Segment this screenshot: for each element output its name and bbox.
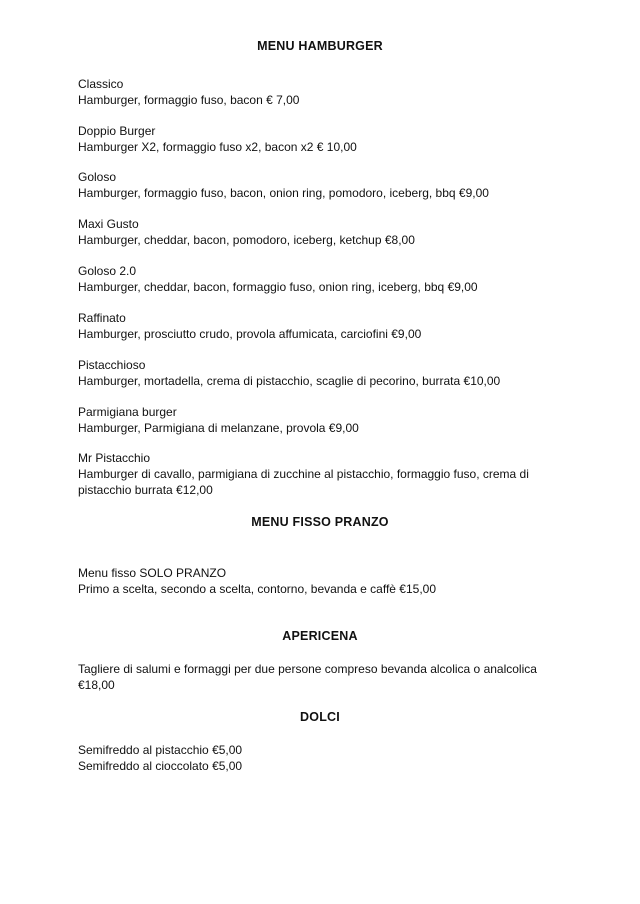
- menu-item-mr-pistacchio: [78, 450, 548, 498]
- item-name: Doppio Burger: [78, 124, 156, 138]
- item-description: Hamburger X2, formaggio fuso x2, bacon x2 € 10,00: [78, 140, 357, 154]
- list-item: Semifreddo al pistacchio €5,00: [78, 743, 243, 757]
- menu-item-goloso-2: [78, 263, 548, 295]
- menu-item-apericena: [78, 661, 548, 693]
- list-item: Semifreddo al cioccolato €5,00: [78, 759, 243, 773]
- menu-item-raffinato: [78, 310, 548, 342]
- item-description: Hamburger, cheddar, bacon, pomodoro, iceberg, ketchup €8,00: [78, 233, 415, 247]
- item-description: Hamburger, mortadella, crema di pistacchio, scaglie di pecorino, burrata €10,00: [78, 374, 501, 388]
- menu-item-parmigiana-burger: [78, 404, 548, 436]
- item-name: Raffinato: [78, 311, 126, 325]
- menu-item-doppio-burger: [78, 123, 548, 155]
- dolci-list: [78, 742, 548, 774]
- section-title-pranzo: MENU FISSO PRANZO: [251, 515, 389, 529]
- menu-item-classico: [78, 76, 548, 108]
- section-title-dolci: DOLCI: [300, 710, 340, 724]
- item-name: Menu fisso SOLO PRANZO: [78, 566, 227, 580]
- item-description: Hamburger di cavallo, parmigiana di zucchine al pistacchio, formaggio fuso, crema di pistacchio burrata €12,00: [78, 467, 529, 497]
- item-description: Hamburger, Parmigiana di melanzane, provola €9,00: [78, 421, 359, 435]
- item-description: Hamburger, formaggio fuso, bacon, onion ring, pomodoro, iceberg, bbq €9,00: [78, 186, 489, 200]
- menu-item-pistacchioso: [78, 357, 548, 389]
- item-name: Pistacchioso: [78, 358, 146, 372]
- item-name: Goloso: [78, 170, 117, 184]
- item-name: Goloso 2.0: [78, 264, 137, 278]
- menu-item-fisso-pranzo: [78, 565, 548, 597]
- menu-item-maxi-gusto: [78, 216, 548, 248]
- section-title-apericena: APERICENA: [282, 629, 358, 643]
- menu-item-goloso: [78, 169, 548, 201]
- item-name: Maxi Gusto: [78, 217, 139, 231]
- item-description: Tagliere di salumi e formaggi per due persone compreso bevanda alcolica o analcolica €18,00: [78, 662, 537, 692]
- item-description: Hamburger, cheddar, bacon, formaggio fuso, onion ring, iceberg, bbq €9,00: [78, 280, 478, 294]
- item-description: Hamburger, prosciutto crudo, provola affumicata, carciofini €9,00: [78, 327, 422, 341]
- item-name: Parmigiana burger: [78, 405, 177, 419]
- item-name: Classico: [78, 77, 124, 91]
- item-description: Primo a scelta, secondo a scelta, contorno, bevanda e caffè €15,00: [78, 582, 437, 596]
- section-title-hamburger: MENU HAMBURGER: [257, 39, 383, 53]
- item-description: Hamburger, formaggio fuso, bacon € 7,00: [78, 93, 300, 107]
- item-name: Mr Pistacchio: [78, 451, 151, 465]
